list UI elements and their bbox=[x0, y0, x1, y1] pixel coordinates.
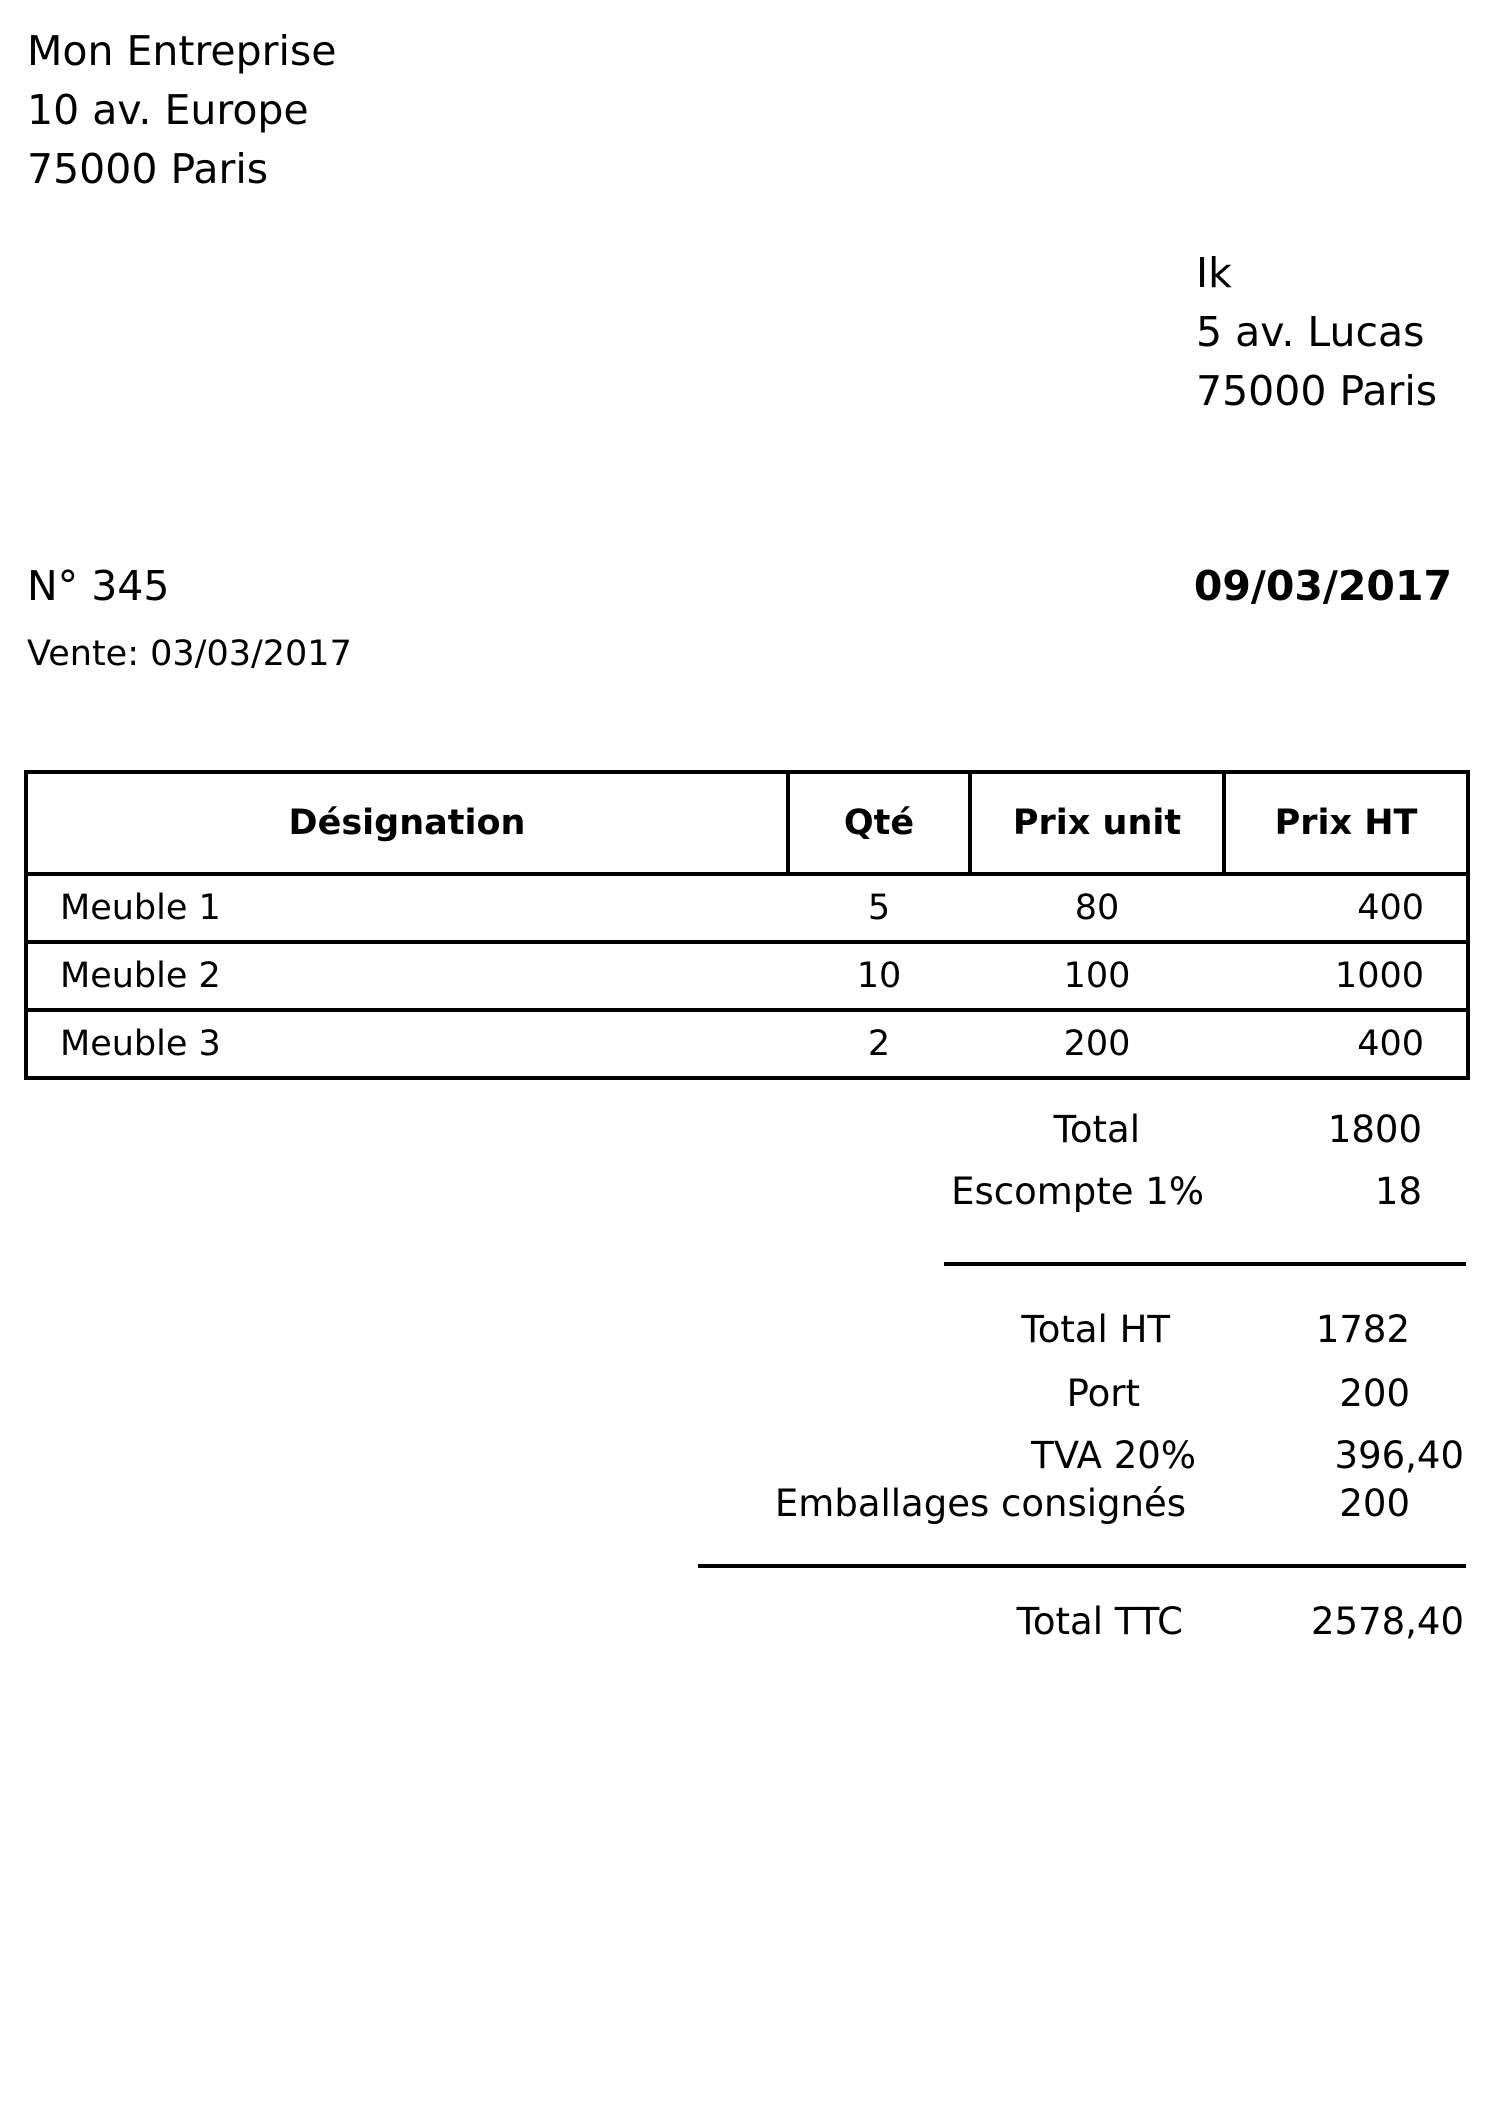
recipient-name: Ik bbox=[1196, 249, 1232, 297]
cell-unit-price: 100 bbox=[970, 942, 1224, 1010]
summary-divider-2 bbox=[698, 1564, 1466, 1568]
cell-designation: Meuble 1 bbox=[26, 874, 788, 942]
cell-price-ht: 400 bbox=[1224, 874, 1468, 942]
table-row bbox=[26, 942, 1468, 1010]
invoice-number: N° 345 bbox=[27, 562, 170, 610]
discount-value: 18 bbox=[1374, 1170, 1422, 1213]
sender-address bbox=[27, 22, 336, 199]
port-label: Port bbox=[1066, 1372, 1140, 1415]
recipient-city: 75000 Paris bbox=[1196, 367, 1438, 415]
total-ttc-value: 2578,40 bbox=[1310, 1600, 1464, 1643]
table-header-row bbox=[26, 772, 1468, 874]
recipient-street: 5 av. Lucas bbox=[1196, 308, 1425, 356]
sender-city: 75000 Paris bbox=[27, 145, 269, 193]
total-value: 1800 bbox=[1327, 1108, 1422, 1151]
sender-street: 10 av. Europe bbox=[27, 86, 309, 134]
recipient-address bbox=[1196, 244, 1437, 421]
total-ht-value: 1782 bbox=[1315, 1308, 1410, 1351]
cell-unit-price: 80 bbox=[970, 874, 1224, 942]
cell-qty: 2 bbox=[788, 1010, 970, 1078]
invoice-date: 09/03/2017 bbox=[1193, 562, 1452, 610]
cell-price-ht: 400 bbox=[1224, 1010, 1468, 1078]
total-ttc-label: Total TTC bbox=[1016, 1600, 1183, 1643]
total-ht-label: Total HT bbox=[1021, 1308, 1170, 1351]
packaging-label: Emballages consignés bbox=[774, 1482, 1186, 1525]
sender-name: Mon Entreprise bbox=[27, 27, 337, 75]
port-value: 200 bbox=[1339, 1372, 1410, 1415]
discount-label: Escompte 1% bbox=[951, 1170, 1204, 1213]
table-row bbox=[26, 874, 1468, 942]
cell-qty: 10 bbox=[788, 942, 970, 1010]
cell-unit-price: 200 bbox=[970, 1010, 1224, 1078]
header-price-ht: Prix HT bbox=[1224, 772, 1468, 874]
tva-label: TVA 20% bbox=[1031, 1434, 1196, 1477]
items-table bbox=[24, 770, 1470, 1080]
cell-designation: Meuble 3 bbox=[26, 1010, 788, 1078]
cell-designation: Meuble 2 bbox=[26, 942, 788, 1010]
cell-qty: 5 bbox=[788, 874, 970, 942]
total-label: Total bbox=[1053, 1108, 1140, 1151]
header-designation: Désignation bbox=[26, 772, 788, 874]
sale-date: Vente: 03/03/2017 bbox=[27, 634, 352, 674]
cell-price-ht: 1000 bbox=[1224, 942, 1468, 1010]
table-row bbox=[26, 1010, 1468, 1078]
header-qty: Qté bbox=[788, 772, 970, 874]
summary-divider-1 bbox=[944, 1262, 1466, 1266]
tva-value: 396,40 bbox=[1334, 1434, 1464, 1477]
packaging-value: 200 bbox=[1339, 1482, 1410, 1525]
header-unit-price: Prix unit bbox=[970, 772, 1224, 874]
